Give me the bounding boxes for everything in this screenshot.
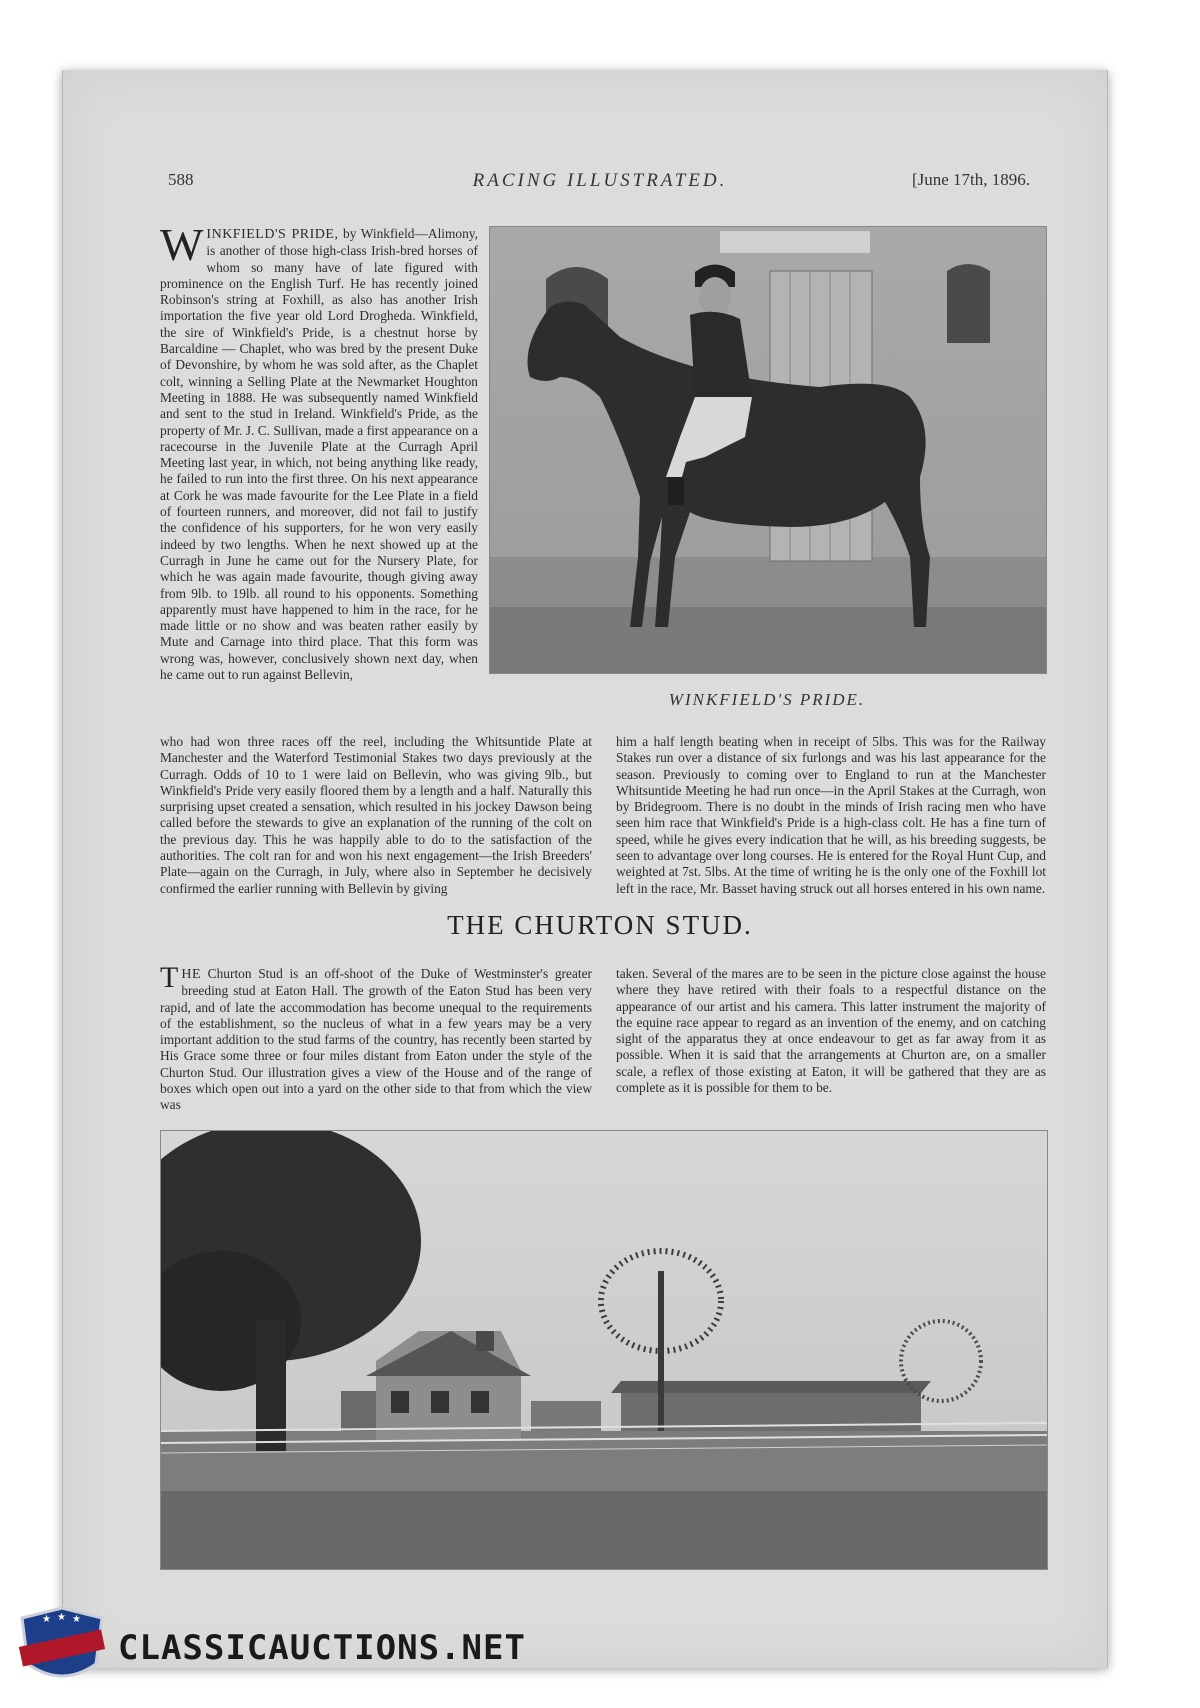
article1-para1: by Winkfield—Alimony, is another of those high-class Irish-bred horses of whom so many have of late figured with prominence on the English Turf. He has recently joined Robinson's string at Foxhill, as also has another Irish importation the five year old Lord Drogheda. Winkfield, the sire of Winkfield's Pride, is a chestnut horse by Barcaldine — Chaplet, who was bred by the present Duke of Devonshire, by whom he was sold after, as the Chaplet colt, winning a Selling Plate at the Newmarket Houghton Meeting in 1888. He was subsequently named Winkfield and sent to the stud in Ireland. Winkfield's Pride, as the property of Mr. J. C. Sullivan, made a first appearance on a racecourse in the Juvenile Plate at the Curragh April Meeting last year, in which, not being anything like ready, he failed to run into the first three. On his next appearance at Cork he was made favourite for the Lee Plate in a field of fourteen runners, and moreover, did not fail to justify the confidence of his supporters, for he won very easily indeed by two lengths. When he next showed up at the Curragh in June he came out for the Nursery Plate, for which he was again made favourite, though giving away from 9lb. to 19lb. all round to his opponents. Something apparently must have happened to him in the race, for he made little or no show and was beaten rather easily by Mute and Carnage into third place. That this form was wrong was, however, conclusively shown next day, when he came out to run against Bellevin, [160,226,478,683]
article1-para3: him a half length beating when in receipt of 5lbs. This was for the Railway Stakes run over a distance of six furlongs and was his last appearance for the season. Previously to coming over to England to run at the Manchester Whitsuntide Meeting he had run once—in the April Stakes at the Curragh, won by Bridegroom. There is no doubt in the minds of Irish racing men who have seen him race that Winkfield's Pride is a high-class colt. He has a fine turn of speed, while he gives every indication that he will, as his breeding suggests, be seen to advantage over long courses. He is entered for the Royal Hunt Cup, and weighted at 7st. 5lbs. At the time of writing he is the only one of the Foxhill lot left in the race, Mr. Basset having struck out all horses entered in his own name. [616,734,1046,896]
classic-auctions-badge-icon [12,1600,112,1690]
churton-stud-photo [160,1130,1048,1570]
dropcap-t: T [160,961,179,994]
issue-date: [June 17th, 1896. [911,170,1030,189]
article2-heading: THE CHURTON STUD. [447,910,753,940]
photo-caption: WINKFIELD'S PRIDE. [668,690,866,709]
svg-text:★: ★ [42,1614,51,1625]
svg-text:★: ★ [72,1614,81,1625]
page-number: 588 [168,170,194,189]
stud-farm-illustration [161,1131,1047,1569]
publication-title: RACING ILLUSTRATED. [472,170,728,191]
svg-text:★: ★ [57,1612,66,1623]
article2-para1-wrap [160,961,592,1114]
article1-intro [160,219,478,683]
article2-lead: HE [181,967,201,982]
article2-para2: taken. Several of the mares are to be seen in the picture close against the house where they have retired with their foals to a respectful distance on the appearance of our artist and his camera. This latter instrument the majority of the equine race appear to regard as an invention of the enemy, and on catching sight of the apparatus they at once endeavour to get as far away from it as possible. When it is said that the arrangements at Churton are, on a smaller scale, a reflex of those existing at Eaton, it will be gathered that they are as complete as it is possible for them to be. [616,966,1046,1096]
horse-and-jockey-illustration [490,227,1046,673]
article1-para2: who had won three races off the reel, including the Whitsuntide Plate at Manchester and the Waterford Testimonial Stakes two days previously at the Curragh. Odds of 10 to 1 were laid on Bellevin, who was giving 9lb., but Winkfield's Pride very easily floored them by a length and a half. Naturally this surprising upset created a sensation, which resulted in his jockey Dawson being called before the stewards to give an explanation of the running of the colt on the previous day. This he was happily able to do to the satisfaction of the authorities. The colt ran for and won his next engagement—the Irish Breeders' Plate—again on the Curragh, in July, where also in September he decisively confirmed the earlier running with Bellevin by giving [160,734,592,896]
watermark [12,1600,526,1690]
article2-para1: Churton Stud is an off-shoot of the Duke of Westminster's greater breeding stud at Eaton Hall. The growth of the Eaton Stud has been very rapid, and of late the accommodation has become unequal to the requirements of the establishment, so the nucleus of what in a few years may be a very important addition to the stud farms of the country, has recently been started by His Grace some three or four miles distant from Eaton under the style of the Churton Stud. Our illustration gives a view of the House and of the range of boxes which open out into a yard on the other side to that from which the view was [160,966,592,1113]
watermark-text: CLASSICAUCTIONS.NET [118,1628,526,1668]
dropcap-w: W [160,219,204,270]
winkfields-pride-photo [489,226,1047,674]
article1-lead: INKFIELD'S PRIDE, [206,227,339,242]
